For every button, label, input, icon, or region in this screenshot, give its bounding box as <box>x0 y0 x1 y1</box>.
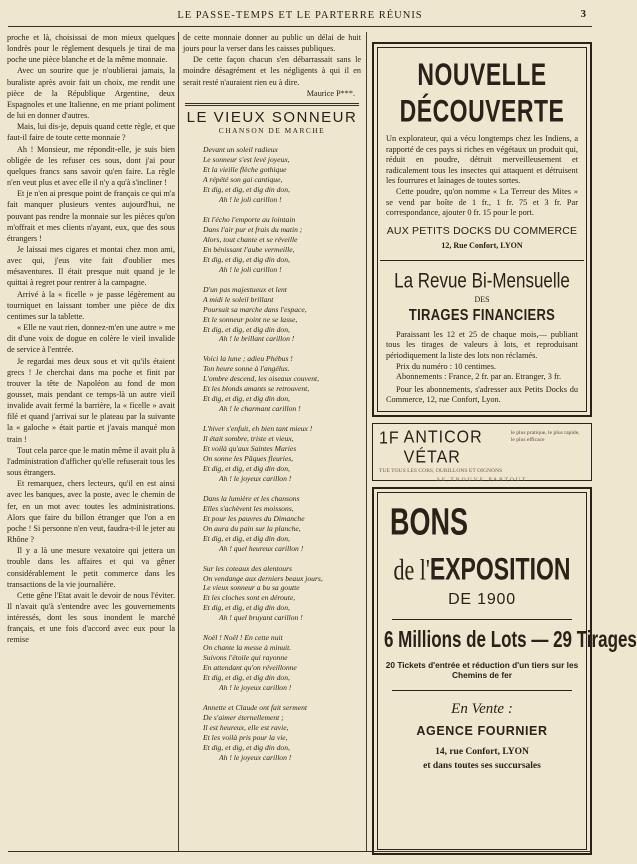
poem-line: Et le sonneur point ne se lasse, <box>203 314 298 324</box>
poem-stanza <box>183 215 361 275</box>
author-signature: Maurice P***. <box>306 88 355 98</box>
revue-contact: Pour les abonnements, s'adresser aux Petits Docks du Commerce, 12, rue Confort, Lyon. <box>386 384 578 405</box>
paragraph: « Elle ne vaut rien, donnez-m'en une autre » me dit d'une voix de dogue en colère le vieil invalide de service à l'entrée. <box>7 323 175 355</box>
poem-line: Noël ! Noël ! En cette nuit <box>203 633 283 643</box>
poem-line: Et dig, et dig, et dig din don, <box>203 463 290 473</box>
poem-title: LE VIEUX SONNEUR <box>186 108 358 126</box>
anticor-fine-print: TUE TOUS LES CORS, DURILLONS ET OIGNONS <box>379 468 503 474</box>
poem-line: Et dig, et dig, et dig din don, <box>203 673 290 683</box>
newspaper-title: LE PASSE-TEMPS ET LE PARTERRE RÉUNIS <box>177 9 423 21</box>
paragraph: proche et là, choisissai de mon mieux quelques londrès pour le règlement desquels je tirai de ma poche une pièce blanche et de la même monnaie. <box>7 33 175 65</box>
ad-bons: BONS <box>390 500 469 543</box>
anticor-brand: ANTICOR VÉTAR <box>403 428 483 467</box>
section-divider <box>185 103 359 106</box>
column-divider <box>366 32 367 852</box>
article-column-2 <box>183 32 361 848</box>
anticor-side: le plus pratique, le plus rapide, le plus efficace <box>510 430 580 443</box>
poem-line: En bénissant l'aube vermeille, <box>203 244 295 254</box>
poem-line: Dans la lumière et les chansons <box>203 493 300 503</box>
revue-tirages: TIRAGES FINANCIERS <box>408 305 556 324</box>
poem-body <box>183 145 361 762</box>
poem-line: Ah ! le brillant carillon ! <box>219 334 295 344</box>
ad-exposition <box>384 551 580 587</box>
poem-line: Et dig, et dig, et dig din don, <box>203 324 290 334</box>
poem-line: Le vieux sonneur a bu sa goutte <box>203 583 300 593</box>
ad-millions: 6 Millions de Lots — 29 Tirages <box>384 626 637 653</box>
poem-line: On chante la messe à minuit. <box>203 643 292 653</box>
paragraph: Avec un sourire que je n'oublierai jamais, la buraliste après avoir fait un choix, me rendit une pièce de la République Argentine, deux Espagnoles et une Italienne, en me priant poliment de lui en donner d'autres. <box>7 66 175 121</box>
poem-line: Et voilà qu'aux Saintes Maries <box>203 444 297 454</box>
ad-divider <box>392 690 572 691</box>
poem-line: On sonne les Pâques fleuries, <box>203 453 294 463</box>
poem-line: D'un pas majestueux et lent <box>203 284 287 294</box>
poem-stanza <box>183 145 361 205</box>
anticor-where: SE TROUVE PARTOUT <box>436 477 528 483</box>
poem-line: Et dig, et dig, et dig din don, <box>203 533 290 543</box>
paragraph: Et je n'en ai presque point de français ce qui m'a fait manquer plusieurs ventes aujourd'hui, ne pouvant pas rendre la monnaie sur les pièces qu'on m'offrait et mes clients n'ayant, eux, que des sous étrangers ! <box>7 189 175 243</box>
paragraph: Tout cela parce que le matin même il avait plu à l'administration d'afficher qu'elle refuserait tous les sous étrangers. <box>7 445 175 478</box>
poem-line: A midi le soleil brillant <box>203 294 274 304</box>
poem-stanza <box>183 424 361 484</box>
ad-exposition-prefix: de l' <box>393 552 430 587</box>
poem-line: Et dig, et dig, et dig din don, <box>203 394 290 404</box>
ad-shop: AUX PETITS DOCKS DU COMMERCE <box>386 224 578 237</box>
column-divider <box>178 32 179 852</box>
revue-body: Paraissant les 12 et 25 de chaque mois,— publiant tous les tirages de valeurs à lots, et reproduisant périodiquement la liste des lots non réclamés. <box>386 329 578 360</box>
poem-line: Ah ! le charmant carillon ! <box>219 404 301 414</box>
poem-line: Ah ! le joyeux carillon ! <box>219 473 292 483</box>
poem-line: Et les voilà pris pour la vie, <box>203 732 288 742</box>
page-header <box>8 4 592 27</box>
ad-address-1: 14, rue Confort, LYON <box>435 747 529 757</box>
page-number: 3 <box>580 8 586 20</box>
poem-line: Devant un soleil radieux <box>203 145 278 155</box>
paragraph: Ah ! Monsieur, me répondit-elle, je suis bien obligée de les refuser ces sous, dont j'ai pour quelques francs sans savoir qu'en faire. La règle n'en veut plus et avec elle il n'y a qu'à s'incliner ! <box>7 144 175 188</box>
paragraph: Arrivé à la « ficelle » je passe légèrement au tourniquet en laissant tomber une pièce de dix centimes sur la tablette. <box>7 289 175 321</box>
poem-line: Dans l'air pur et frais du matin ; <box>203 224 303 234</box>
poem-line: Ah ! le joli carillon ! <box>219 195 282 205</box>
poem-line: Suivons l'étoile qui rayonne <box>203 653 288 663</box>
poem-line: De s'aimer éternellement ; <box>203 712 284 722</box>
ad-year: DE 1900 <box>448 591 516 608</box>
poem-line: Annette et Claude ont fait serment <box>203 703 307 712</box>
poem-line: L'ombre descend, les oiseaux couvent, <box>203 374 320 384</box>
paragraph: Je regardai mes deux sous et vit qu'ils étaient grecs ! Je cherchai dans ma poche et finit par trouver la tête de Napoléon au fond de mon gousset, mais pendant ce temps-là un autre vieil invalide avait fermé la barrière, la « ficelle » avait filé et quand j'arrivai sur le plateau par la suivante la « galoche » était partie et j'avais manqué mon train ! <box>7 356 175 444</box>
poem-line: Ah ! quel heureux carillon ! <box>219 543 304 553</box>
poem-stanza <box>183 354 361 414</box>
poem-line: Ah ! le joli carillon ! <box>219 264 282 274</box>
revue-des: DES <box>474 294 490 304</box>
poem-line: Et les cloches sont en déroute, <box>203 593 296 603</box>
poem-line: A répété son gai cantique, <box>203 175 283 185</box>
ad-nouvelle-decouverte <box>372 42 592 417</box>
poem-line: Le sonneur s'est levé joyeux, <box>203 155 290 165</box>
ad-exposition-word: EXPOSITION <box>429 551 571 587</box>
poem-line: Et dig, et dig, et dig din don, <box>203 254 290 264</box>
poem-line: Il était sombre, triste et vieux, <box>203 434 294 444</box>
poem-line: Voici la lune ; adieu Phébus ! <box>203 354 293 364</box>
poem-line: Alors, tout chante et se réveille <box>203 234 298 244</box>
ad-vente: En Vente : <box>451 701 513 717</box>
ad-price: Cette poudre, qu'on nomme « La Terreur des Mites » se vend par boîte de 1 fr., 1 fr. 75 et 3 fr. Par correspondance, ajouter 0 fr. 15 pour le port. <box>386 186 578 218</box>
poem-line: On vendange aux derniers beaux jours, <box>203 573 323 583</box>
poem-line: En attendant qu'on réveillonne <box>203 663 297 673</box>
ad-body: Un explorateur, qui a vécu longtemps chez les Indiens, a rapporté de ces pays si riches en végétaux un produit qui, réduit en poudre, détruit merveilleusement et radicalement tous les insectes qui attaquent et détruisent les fourrures et lainages de toutes sortes. <box>386 134 578 186</box>
poem-line: Ah ! le joyeux carillon ! <box>219 752 292 762</box>
poem-stanza <box>183 285 361 345</box>
paragraph: De cette façon chacun s'en débarrassait sans le moindre désagrément et les négligents à qui il en serait resté n'auraient rien eu à dire. <box>183 55 361 87</box>
paragraph: de cette monnaie donner au public un délai de huit jours pour la verser dans les caisses publiques. <box>183 33 361 54</box>
poem-subtitle: CHANSON DE MARCHE <box>218 126 326 136</box>
poem-stanza <box>183 633 361 693</box>
poem-line: Poursuit sa marche dans l'espace, <box>203 304 307 314</box>
ad-bons-exposition <box>372 487 637 855</box>
poem-stanza <box>183 703 361 763</box>
footer-rule <box>8 851 592 852</box>
ad-address: 12, Rue Confort, LYON <box>441 240 523 250</box>
poem-line: Et dig, et dig, et dig din don, <box>203 742 290 752</box>
poem-line: Et dig, et dig, et dig din don, <box>203 185 290 195</box>
ad-anticor <box>372 423 592 481</box>
ad-tickets: 20 Tickets d'entrée et réduction d'un tiers sur les Chemins de fer <box>385 660 579 680</box>
poem-line: L'hiver s'enfuit, eh bien tant mieux ! <box>203 424 313 434</box>
poem-line: Ton heure sonne à l'angélus. <box>203 364 290 374</box>
poem-line: Il est heureux, elle est ravie, <box>203 722 289 732</box>
ad-divider <box>392 619 572 620</box>
revue-title: La Revue Bi-Mensuelle <box>394 268 570 292</box>
anticor-prefix: 1F <box>379 429 400 448</box>
poem-line: Ah ! quel bruyant carillon ! <box>219 613 303 623</box>
poem-line: On aura du pain sur la planche, <box>203 523 301 533</box>
ad-divider <box>380 260 584 261</box>
paragraph: Il y a là une mesure vexatoire qui jettera un trouble dans les affaires et qui va gêner considérablement le petit commerce dans les transactions de la vie journalière. <box>7 546 175 589</box>
poem-line: Et dig, et dig, et dig din don, <box>203 603 290 613</box>
revue-abonnements: Abonnements : France, 2 fr. par an. Etranger, 3 fr. <box>396 372 562 382</box>
ad-address-2: et dans toutes ses succursales <box>423 761 541 771</box>
poem-stanza <box>183 564 361 624</box>
paragraph: Cette gêne l'Etat avait le devoir de nous l'éviter. Il n'avait qu'à s'entendre avec les gouvernements intéressés, dont les sous inondent le marché français, et une fois d'accord avec eux pour la remise <box>7 590 175 645</box>
poem-line: Et la vieille flèche gothique <box>203 165 287 175</box>
poem-line: Et l'écho l'emporte au lointain <box>203 214 296 224</box>
poem-line: Sur les coteaux des alentours <box>203 563 293 573</box>
ad-agence: AGENCE FOURNIER <box>416 724 548 738</box>
paragraph: Et remarquez, chers lecteurs, qu'il en est ainsi avec les banques, avec la poste, avec le chemin de fer, en un mot avec toutes les administrations. Alors que faire du billon étranger que l'on a en poche ! Si personne n'en veut, faudra-t-il le jeter au Rhône ? <box>7 479 175 545</box>
poem-line: Et les blonds amants se retrouvent, <box>203 384 310 394</box>
article-column-1 <box>7 32 175 848</box>
poem-line: Et pour les pauvres du Dimanche <box>203 513 305 523</box>
poem-line: Elles s'achèvent les moissons, <box>203 503 294 513</box>
paragraph: Je laissai mes cigares et montai chez mon ami, avec qui, j'eus vite fait d'oublier mes mésaventures. Il était presque nuit quand je le quittai à regret pour rentrer à la campagne. <box>7 244 175 288</box>
ad-headline: NOUVELLE DÉCOUVERTE <box>399 56 565 129</box>
paragraph: Mais, lui dis-je, depuis quand cette règle, et que faut-il faire de toute cette monnaie ? <box>7 122 175 143</box>
revue-prix: Prix du numéro : 10 centimes. <box>396 361 497 371</box>
poem-line: Ah ! le joyeux carillon ! <box>219 683 292 693</box>
poem-stanza <box>183 494 361 554</box>
